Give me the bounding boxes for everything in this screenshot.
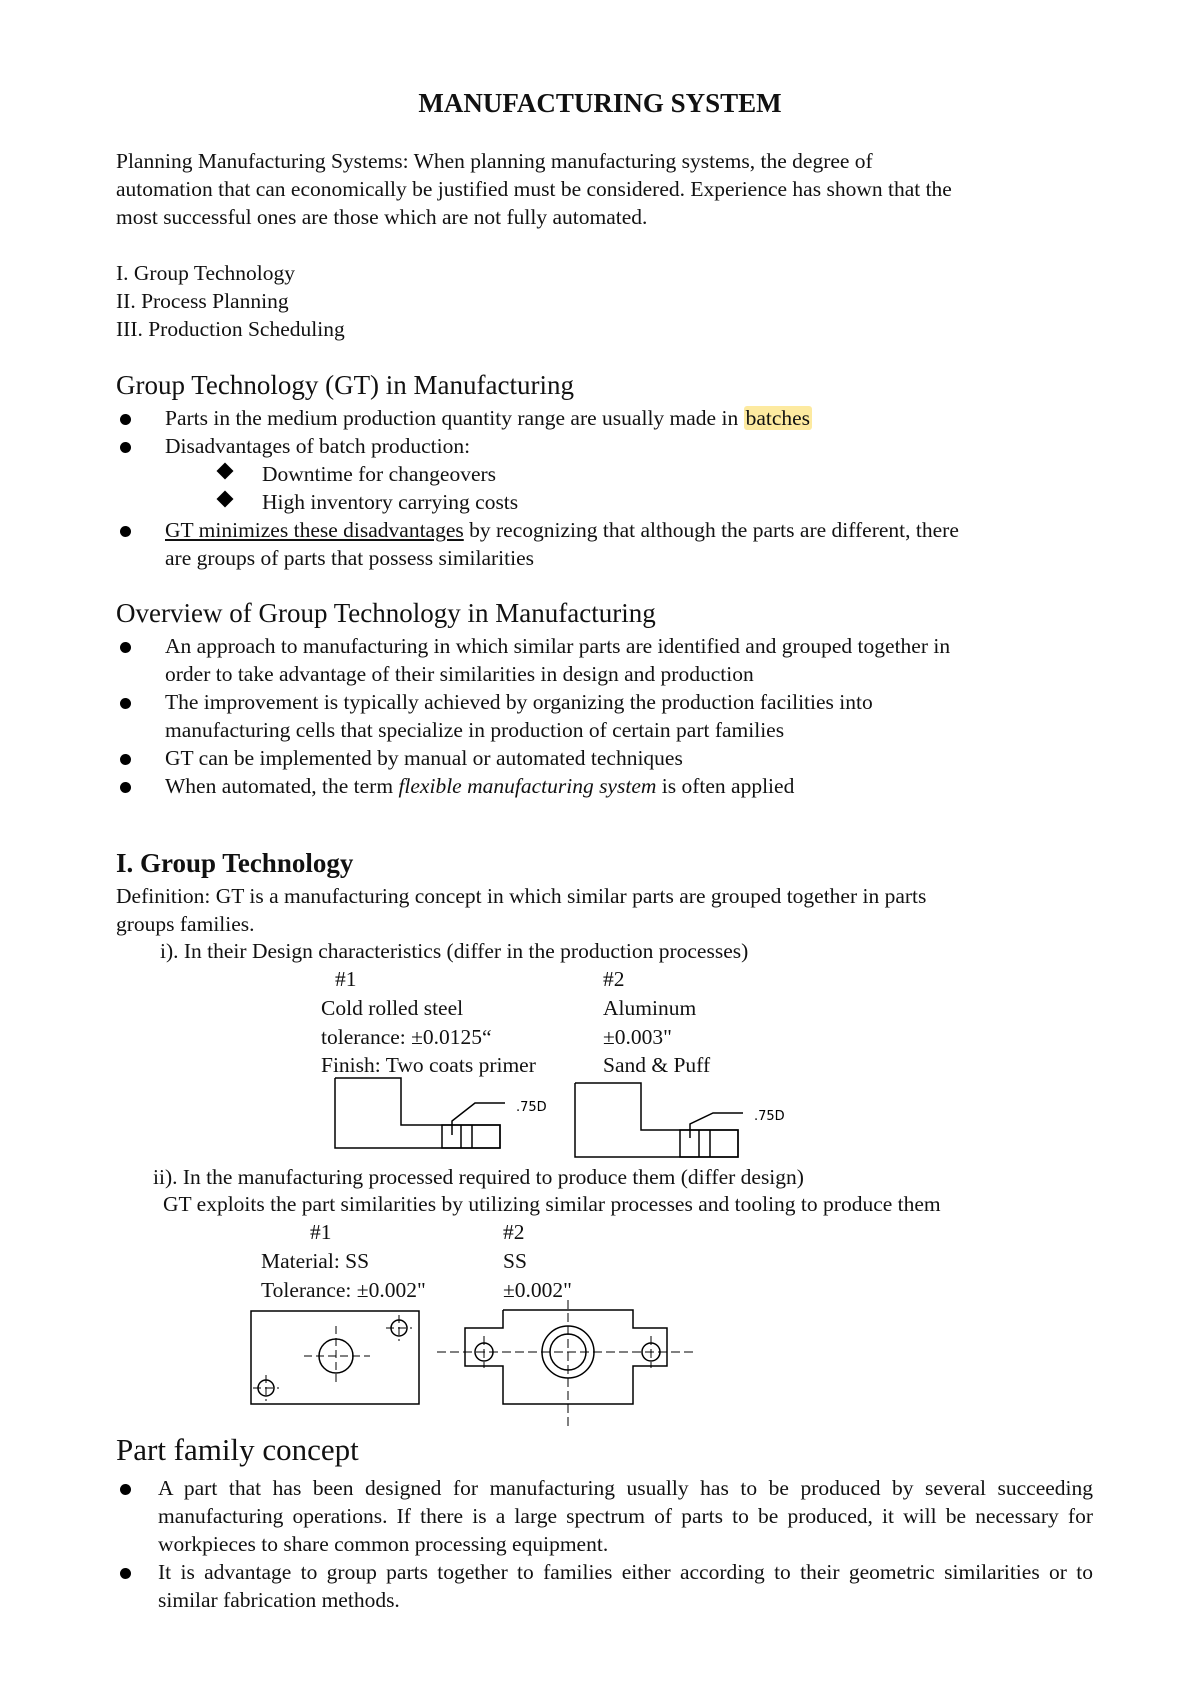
design-characteristics-line: i). In their Design characteristics (differ in the production processes) [160, 939, 749, 963]
design-1-tolerance: tolerance: ±0.0125“ [321, 1025, 492, 1049]
highlight-batches: batches [745, 406, 811, 430]
bullet-icon [120, 1568, 131, 1579]
design-2-material: Aluminum [603, 996, 697, 1020]
overview-bullet-1-cont: order to take advantage of their similarities in design and production [165, 662, 754, 686]
diamond-icon [217, 491, 234, 508]
gt-bullet-3: GT minimizes these disadvantages by recognizing that although the parts are different, there [165, 518, 959, 542]
gt-bullet-3-cont: are groups of parts that possess similarities [165, 546, 535, 570]
gt-bullet-2: Disadvantages of batch production: [165, 434, 471, 458]
overview-bullet-2: The improvement is typically achieved by organizing the production facilities into [165, 690, 873, 714]
bullet-icon [120, 698, 131, 709]
part-family-bullet-2: It is advantage to group parts together to families either according to their geometric similarities or to similar fabrication methods. [158, 1560, 1093, 1612]
intro-line-3: most successful ones are those which are not fully automated. [116, 205, 648, 229]
design-part-2-drawing [570, 1080, 785, 1160]
process-part-2-drawing [435, 1298, 700, 1428]
overview-bullet-2-cont: manufacturing cells that specialize in production of certain part families [165, 718, 785, 742]
intro-line-2: automation that can economically be justified must be considered. Experience has shown that the [116, 177, 952, 201]
intro-line-1: Planning Manufacturing Systems: When planning manufacturing systems, the degree of [116, 149, 873, 173]
bullet-icon [120, 414, 131, 425]
design-1-finish: Finish: Two coats primer [321, 1053, 536, 1077]
part-family-heading: Part family concept [116, 1432, 359, 1467]
overview-heading: Overview of Group Technology in Manufacturing [116, 598, 656, 628]
process-2-label: #2 [503, 1220, 525, 1244]
process-1-tolerance: Tolerance: ±0.002" [261, 1278, 426, 1302]
dimension-label: .75D [516, 1100, 547, 1115]
group-tech-heading: I. Group Technology [116, 848, 354, 878]
design-2-label: #2 [603, 967, 625, 991]
gt-bullet-1: Parts in the medium production quantity range are usually made in batches [165, 406, 811, 430]
toc-item: I. Group Technology [116, 261, 296, 285]
dimension-label: .75D [754, 1109, 785, 1124]
bullet-icon [120, 782, 131, 793]
process-2-tolerance: ±0.002" [503, 1278, 572, 1302]
definition-line-2: groups families. [116, 912, 255, 936]
bullet-icon [120, 754, 131, 765]
design-2-tolerance: ±0.003" [603, 1025, 672, 1049]
exploit-line: GT exploits the part similarities by utilizing similar processes and tooling to produce them [163, 1192, 941, 1216]
toc-item: III. Production Scheduling [116, 317, 345, 341]
gt-sub-2: High inventory carrying costs [262, 490, 519, 514]
bullet-icon [120, 1484, 131, 1495]
manufacturing-processes-line: ii). In the manufacturing processed required to produce them (differ design) [153, 1165, 804, 1189]
overview-bullet-4: When automated, the term flexible manufacturing system is often applied [165, 774, 795, 798]
design-1-material: Cold rolled steel [321, 996, 464, 1020]
overview-bullet-1: An approach to manufacturing in which similar parts are identified and grouped together in [165, 634, 951, 658]
bullet-icon [120, 442, 131, 453]
design-part-1-drawing [330, 1075, 547, 1155]
bullet-icon [120, 526, 131, 537]
part-family-bullet-1: A part that has been designed for manufacturing usually has to be produced by several succeeding manufacturing operations. If there is a large spectrum of parts to be produced, it will be necessary for workpieces to share common processing equipment. [158, 1476, 1093, 1556]
diamond-icon [217, 463, 234, 480]
bullet-icon [120, 642, 131, 653]
toc-item: II. Process Planning [116, 289, 289, 313]
gt-heading: Group Technology (GT) in Manufacturing [116, 370, 574, 400]
gt-sub-1: Downtime for changeovers [262, 462, 497, 486]
process-2-material: SS [503, 1249, 527, 1273]
process-1-label: #1 [310, 1220, 332, 1244]
definition-line-1: Definition: GT is a manufacturing concept in which similar parts are grouped together in parts [116, 884, 927, 908]
overview-bullet-3: GT can be implemented by manual or automated techniques [165, 746, 683, 770]
process-1-material: Material: SS [261, 1249, 370, 1273]
design-1-label: #1 [335, 967, 357, 991]
page-title: MANUFACTURING SYSTEM [418, 88, 782, 118]
design-2-finish: Sand & Puff [603, 1053, 711, 1077]
process-part-1-drawing [248, 1308, 423, 1408]
